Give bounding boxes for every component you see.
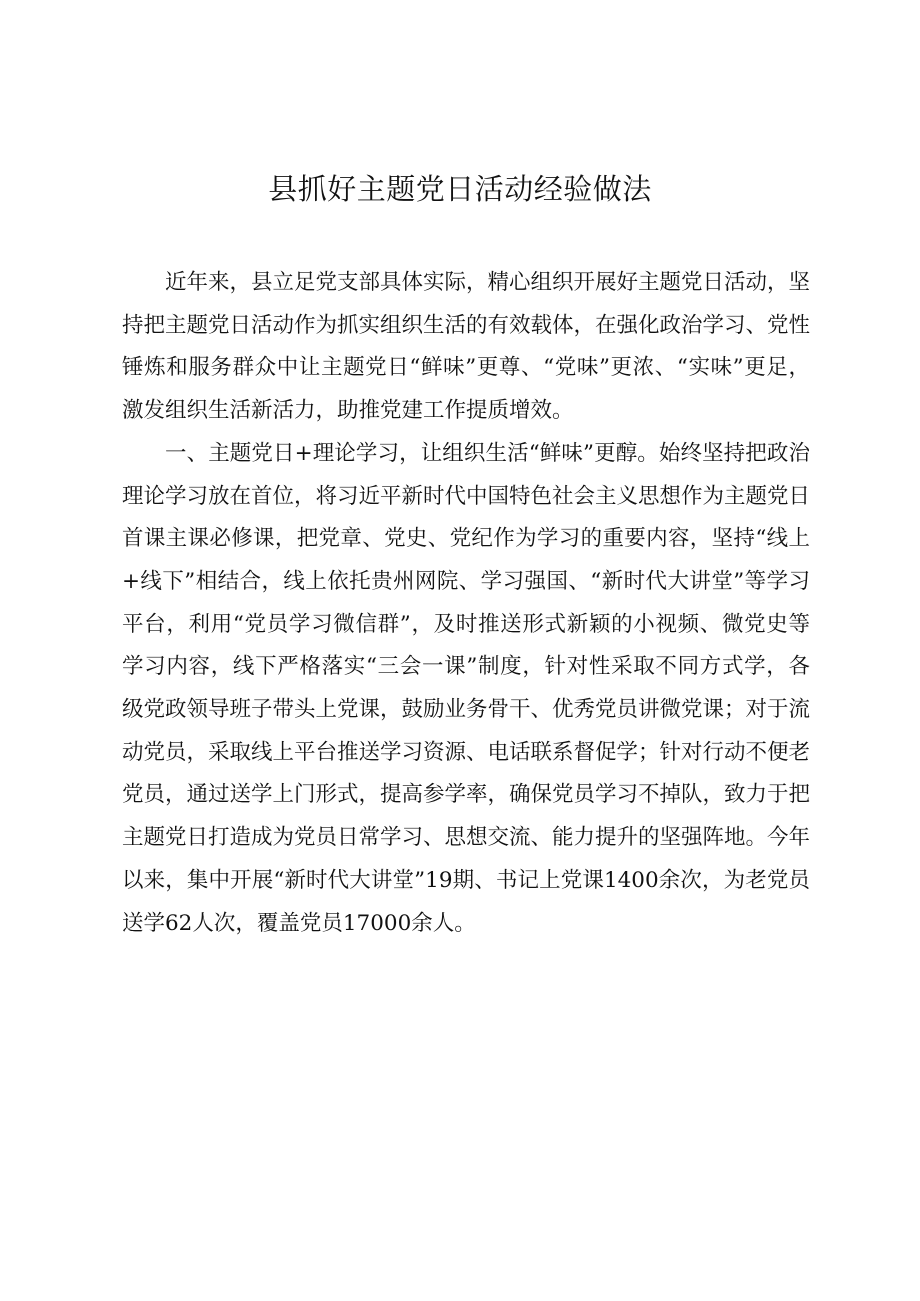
section-one-paragraph: 一、主题党日+理论学习，让组织生活“鲜味”更醇。始终坚持把政治理论学习放在首位，将习近平新时代中国特色社会主义思想作为主题党日首课主课必修课，把党章、党史、党纪作为学习的重要内容，坚持“线上+线下”相结合，线上依托贵州网院、学习强国、“新时代大讲堂”等学习平台，利用“党员学习微信群”，及时推送形式新颖的小视频、微党史等学习内容，线下严格落实“三会一课”制度，针对性采取不同方式学，各级党政领导班子带头上党课，鼓励业务骨干、优秀党员讲微党课；对于流动党员，采取线上平台推送学习资源、电话联系督促学；针对行动不便老党员，通过送学上门形式，提高参学率，确保党员学习不掉队，致力于把主题党日打造成为党员日常学习、思想交流、能力提升的坚强阵地。今年以来，集中开展“新时代大讲堂”19期、书记上党课1400余次，为老党员送学62人次，覆盖党员17000余人。 [122, 440, 811, 936]
document-title: 县抓好主题党日活动经验做法 [268, 172, 652, 206]
document-body [122, 262, 810, 945]
intro-paragraph: 近年来，县立足党支部具体实际，精心组织开展好主题党日活动，坚持把主题党日活动作为抓实组织生活的有效载体，在强化政治学习、党性锤炼和服务群众中让主题党日“鲜味”更尊、“党味”更浓、“实味”更足，激发组织生活新活力，助推党建工作提质增效。 [122, 270, 811, 424]
